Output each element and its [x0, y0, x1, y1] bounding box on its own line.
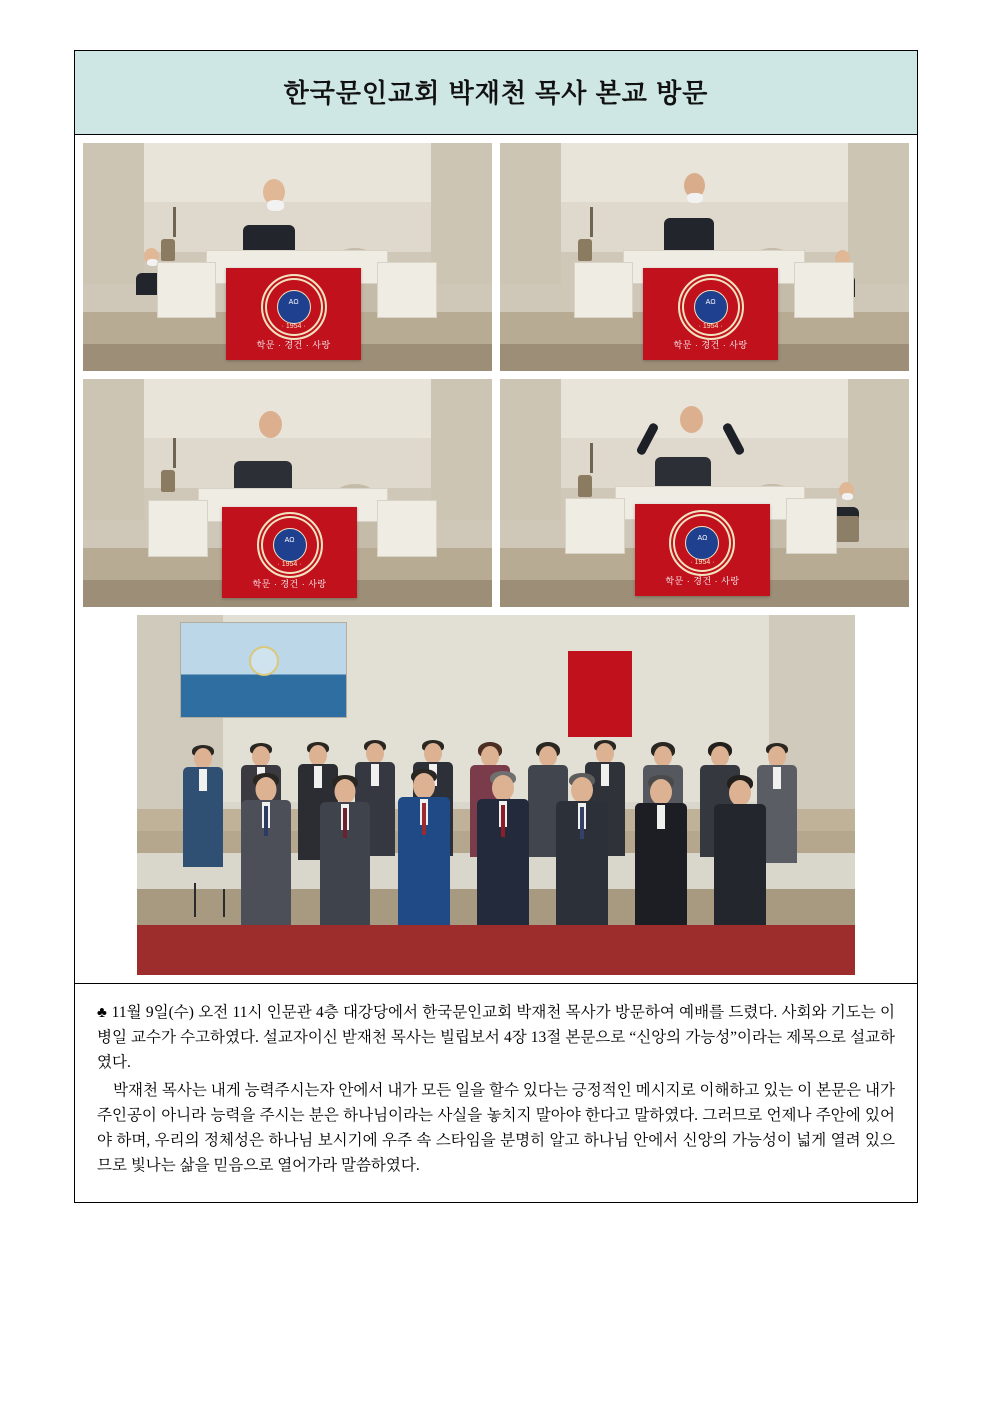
wall-panel-left	[500, 379, 561, 520]
group-member-front	[238, 773, 294, 925]
lamp-icon	[161, 470, 175, 492]
photo-preacher-3	[83, 379, 492, 607]
microphone-stand	[223, 889, 225, 917]
photo-group	[137, 615, 855, 975]
head	[711, 746, 729, 767]
microphone-stand	[194, 883, 196, 917]
lamp-icon	[578, 475, 592, 497]
seal-year: · 1954 ·	[698, 323, 723, 331]
sanctuary-scene	[500, 379, 909, 607]
head	[334, 779, 355, 804]
caption-paragraph-1	[97, 1000, 895, 1076]
pulpit-side-right	[786, 498, 837, 555]
wall-panel-left	[83, 379, 144, 520]
head	[768, 746, 786, 767]
photo-grid	[75, 135, 917, 975]
photo-row-1	[83, 143, 909, 371]
university-banner	[643, 268, 778, 359]
cross-icon	[173, 438, 176, 468]
sanctuary-scene	[83, 143, 492, 371]
pastor-head	[259, 411, 282, 438]
necktie	[343, 808, 347, 838]
shirt	[199, 769, 207, 791]
seal-year: · 1954 ·	[690, 559, 715, 567]
sanctuary-scene	[83, 379, 492, 607]
university-banner	[635, 504, 770, 595]
group-member	[180, 745, 226, 867]
face-mask	[687, 193, 703, 203]
lamp-icon	[578, 239, 592, 261]
face-mask	[842, 493, 853, 500]
necktie	[501, 805, 505, 837]
seal-center-text: AΩ	[685, 526, 719, 560]
university-logo-icon	[249, 646, 279, 676]
wall-panel-left	[500, 143, 561, 284]
group-member-front	[711, 775, 769, 925]
group-member-front	[632, 775, 690, 925]
head	[424, 743, 442, 764]
wall-panel-right	[431, 143, 492, 284]
group-member-front	[317, 775, 373, 925]
group-member-front	[474, 771, 532, 925]
group-member-front	[553, 773, 611, 925]
shirt	[371, 764, 379, 786]
group-photo-scene	[137, 615, 855, 975]
head	[492, 775, 514, 801]
seal-year: · 1954 ·	[281, 323, 306, 331]
seal-center-text: AΩ	[273, 528, 307, 562]
wall-panel-right	[848, 143, 909, 284]
shirt	[773, 767, 781, 789]
pulpit-side-right	[794, 262, 853, 319]
necktie	[264, 806, 268, 836]
document-frame	[74, 50, 918, 1203]
head	[539, 746, 557, 767]
university-banner	[226, 268, 361, 359]
seal-center-text: AΩ	[694, 290, 728, 324]
head	[194, 748, 212, 769]
pulpit-side-right	[377, 500, 436, 557]
face-mask	[267, 200, 284, 211]
photo-preacher-2	[500, 143, 909, 371]
projection-screen	[180, 622, 347, 718]
banner-motto: 학문 · 경건 · 사랑	[252, 578, 327, 589]
page-title-text: 한국문인교회 박재천 목사 본교 방문	[283, 78, 709, 108]
pulpit-side-left	[148, 500, 207, 557]
red-carpet	[137, 925, 855, 975]
wall-panel-right	[848, 379, 909, 520]
photo-row-2	[83, 379, 909, 607]
lamp-icon	[161, 239, 175, 261]
pulpit-side-right	[377, 262, 436, 319]
photo-preacher-4	[500, 379, 909, 607]
head	[255, 777, 276, 802]
pulpit-side-left	[157, 262, 216, 319]
caption-paragraph-2: 박재천 목사는 내게 능력주시는자 안에서 내가 모든 일을 할수 있다는 긍정적인 메시지로 이해하고 있는 이 본문은 내가 주인공이 아니라 능력을 주시는 분은 하나님이라는 사실을 놓치지 말아야 한다고 말하였다. 그러므로 언제나 주안에 있어야 하며, 우리의 정체성은 하나님 보시기에 우주 속 스타임을 분명히 알고 하나님 안에서 신앙의 가능성이 넓게 열려 있으므로 빛나는 삶을 믿음으로 열어가라 말씀하였다.	[97, 1081, 895, 1174]
university-banner	[568, 651, 633, 737]
head	[309, 745, 327, 766]
cross-icon	[173, 207, 176, 237]
head	[252, 746, 270, 767]
necktie	[422, 803, 426, 835]
pulpit-side-left	[565, 498, 624, 555]
wall-panel-left	[83, 143, 144, 284]
wall-panel-right	[431, 379, 492, 520]
head	[596, 743, 614, 764]
head	[366, 743, 384, 764]
pulpit-side-left	[574, 262, 633, 319]
seal-year: · 1954 ·	[277, 561, 302, 569]
university-banner	[222, 507, 357, 598]
group-member-front	[395, 769, 453, 925]
head	[654, 746, 672, 767]
banner-motto: 학문 · 경건 · 사랑	[256, 340, 331, 351]
seal-center-text: AΩ	[277, 290, 311, 324]
shirt	[657, 805, 665, 829]
cross-icon	[590, 207, 593, 237]
photo-preacher-1	[83, 143, 492, 371]
head	[650, 779, 672, 805]
head	[729, 780, 751, 806]
head	[481, 746, 499, 767]
caption-box	[75, 983, 917, 1202]
caption-text-1: 11월 9일(수) 오전 11시 인문관 4층 대강당에서 한국문인교회 박재천 목사가 방문하여 예배를 드렸다. 사회와 기도는 이병일 교수가 수고하였다. 설교자이신 받재천 목사는 빌립보서 4장 13절 본문으로 “신앙의 가능성”이라는 제목으로 설교하였다.	[97, 1004, 896, 1072]
head	[413, 773, 435, 799]
banner-motto: 학문 · 경건 · 사랑	[673, 340, 748, 351]
torso	[714, 804, 766, 925]
banner-motto: 학문 · 경건 · 사랑	[665, 576, 740, 587]
necktie	[580, 807, 584, 839]
page-title	[75, 51, 917, 135]
cross-icon	[590, 443, 593, 473]
sanctuary-scene	[500, 143, 909, 371]
clover-bullet-icon: ♣	[97, 1005, 108, 1021]
head	[571, 777, 593, 803]
